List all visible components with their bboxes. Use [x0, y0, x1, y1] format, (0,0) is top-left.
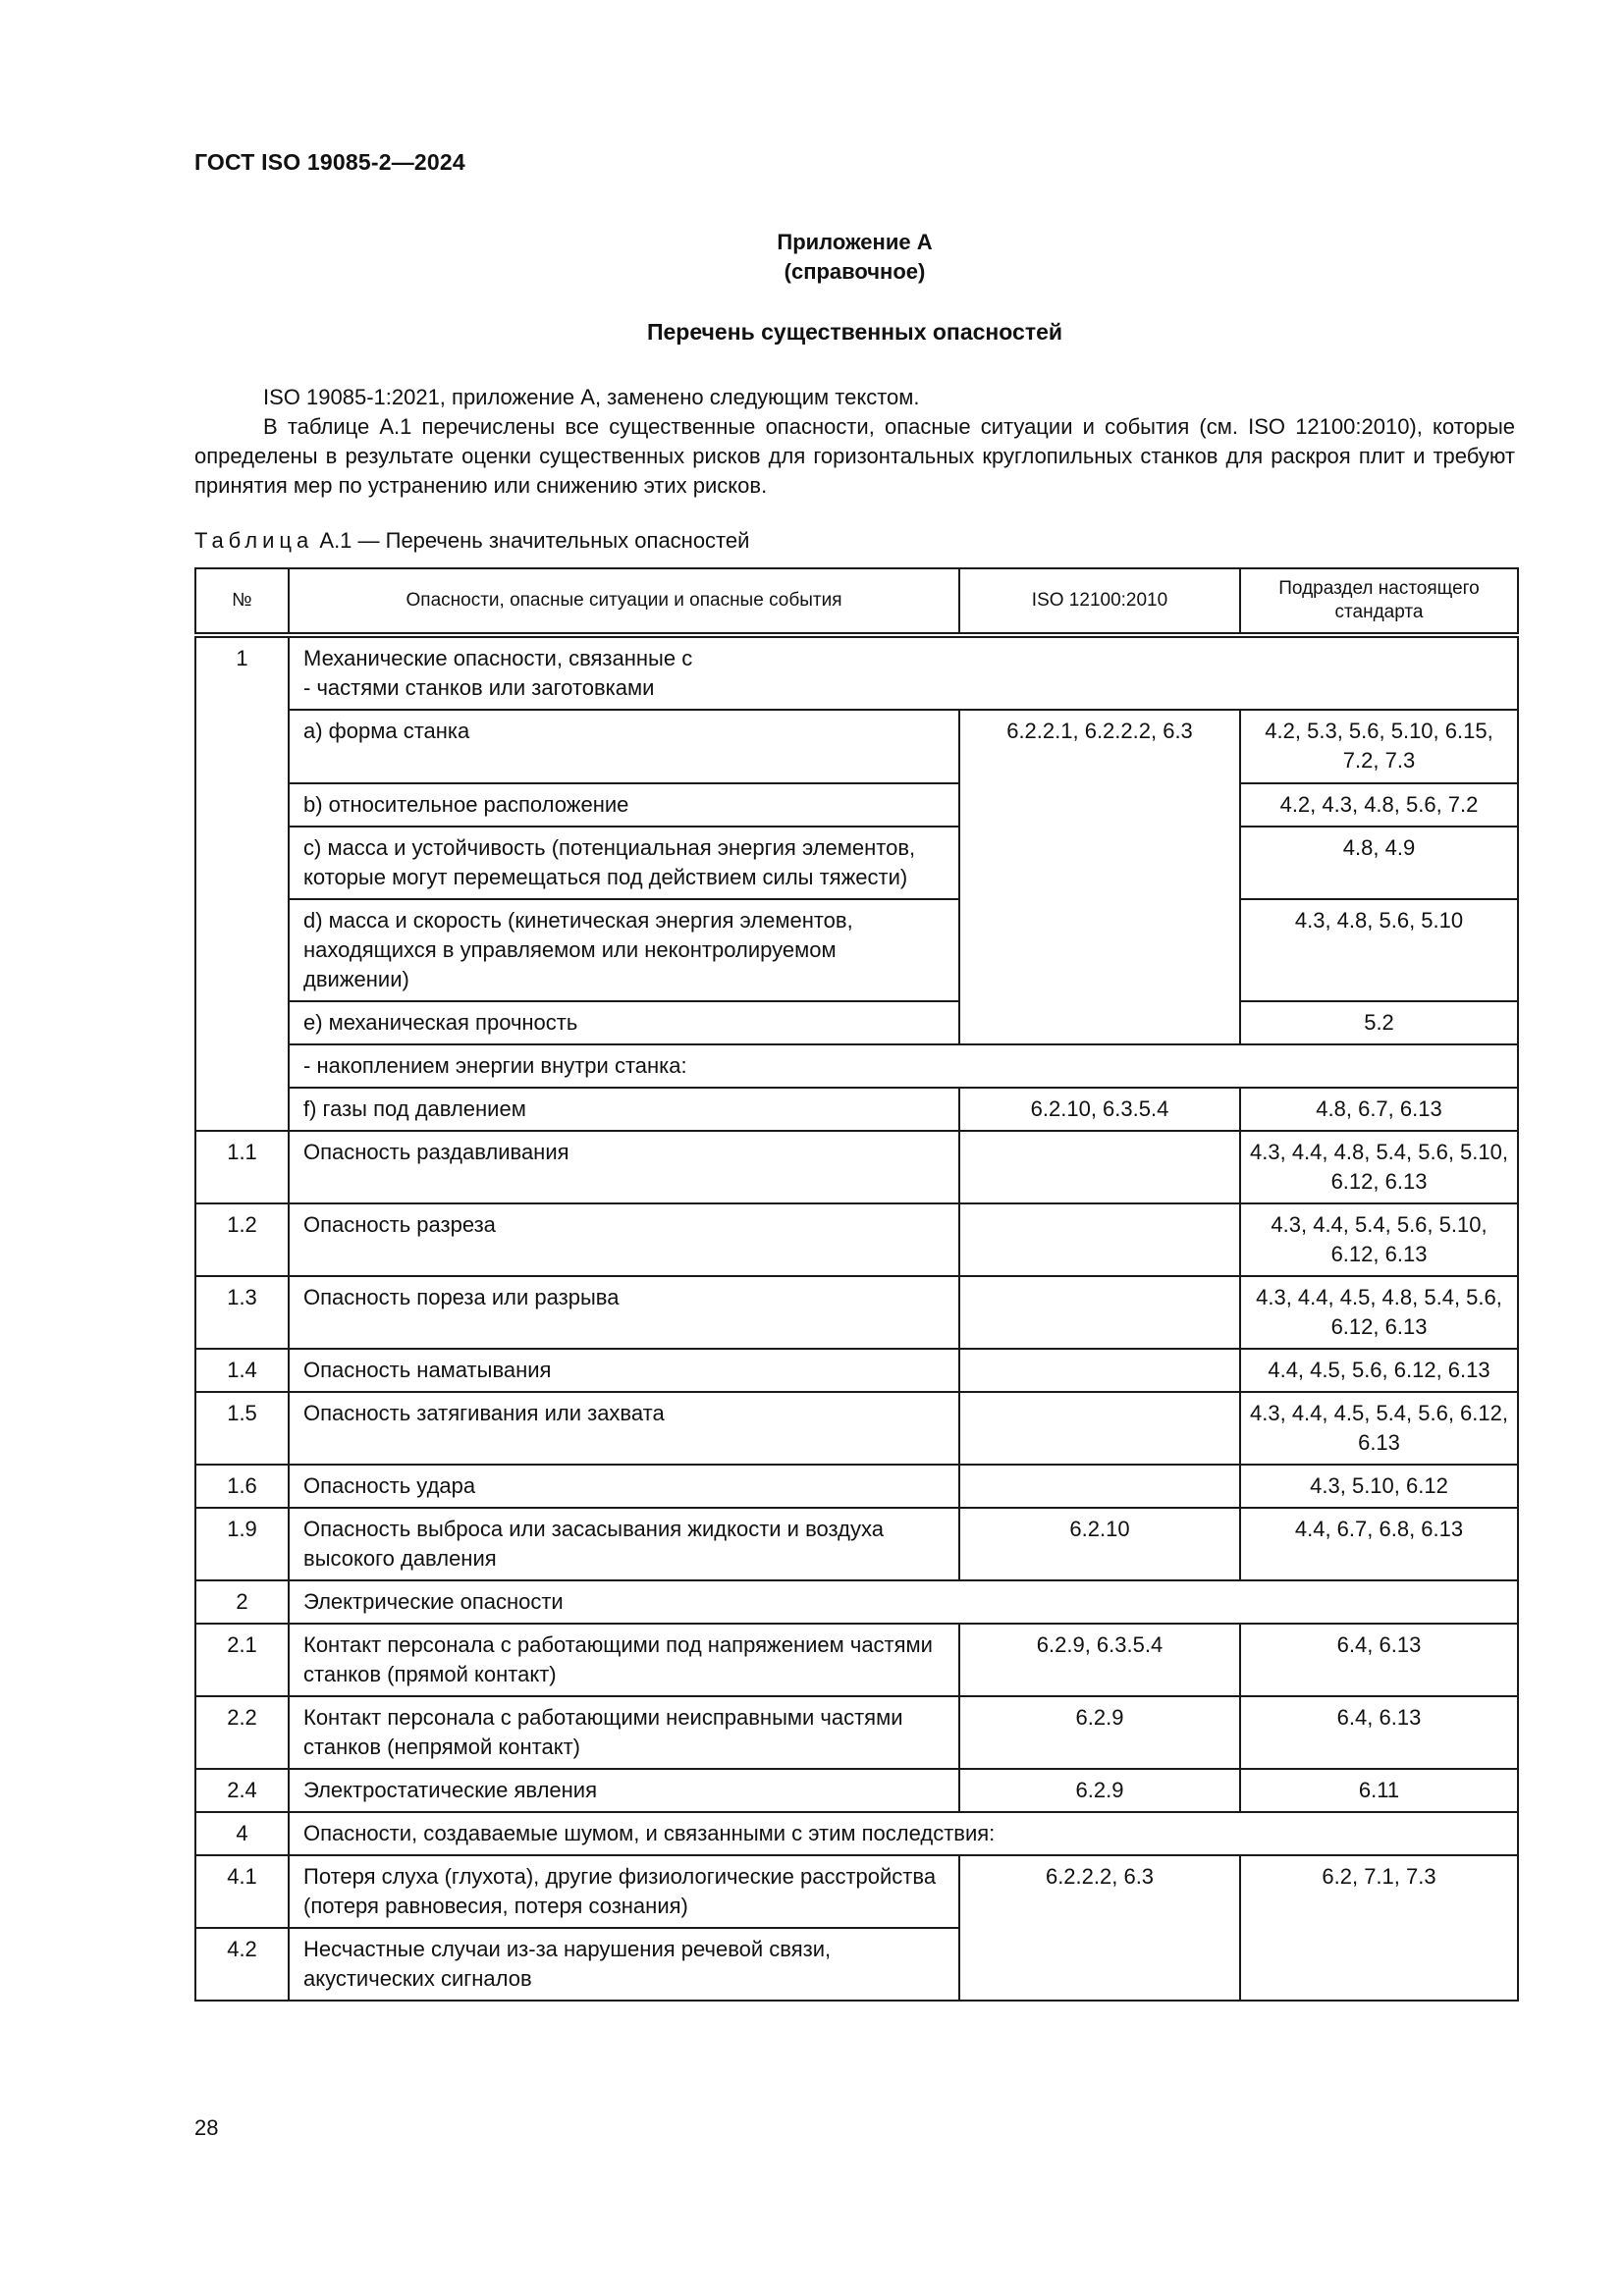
- row-section: 4.8, 6.7, 6.13: [1240, 1088, 1518, 1131]
- standard-code: ГОСТ ISO 19085-2—2024: [194, 149, 465, 175]
- row-section: 4.3, 4.4, 4.8, 5.4, 5.6, 5.10, 6.12, 6.13: [1240, 1131, 1518, 1203]
- row-num: 1.1: [195, 1131, 289, 1203]
- row-hazard: e) механическая прочность: [289, 1001, 959, 1044]
- row-iso: 6.2.10, 6.3.5.4: [959, 1088, 1240, 1131]
- table-row: [195, 1769, 1518, 1812]
- row-iso: [959, 1349, 1240, 1392]
- table-row: [195, 1131, 1518, 1203]
- table-row: [195, 1203, 1518, 1276]
- header-num: №: [195, 568, 289, 635]
- page-number: 28: [194, 2115, 219, 2140]
- intro-paragraph-1: ISO 19085-1:2021, приложение А, заменено следующим текстом.: [263, 385, 920, 409]
- row-section: 4.3, 4.4, 4.5, 5.4, 5.6, 6.12, 6.13: [1240, 1392, 1518, 1465]
- row-section: 5.2: [1240, 1001, 1518, 1044]
- table-caption: [194, 528, 749, 554]
- table-row: [195, 1392, 1518, 1465]
- row-section: 4.3, 4.8, 5.6, 5.10: [1240, 899, 1518, 1001]
- table-row: [195, 1508, 1518, 1580]
- table-row: [195, 827, 1518, 899]
- row-hazard: Опасность наматывания: [289, 1349, 959, 1392]
- row-section: 4.4, 6.7, 6.8, 6.13: [1240, 1508, 1518, 1580]
- row-hazard: Электростатические явления: [289, 1769, 959, 1812]
- row-section: 6.4, 6.13: [1240, 1624, 1518, 1696]
- row-num: 2.4: [195, 1769, 289, 1812]
- row-section: 4.3, 4.4, 5.4, 5.6, 5.10, 6.12, 6.13: [1240, 1203, 1518, 1276]
- row-num: 1.5: [195, 1392, 289, 1465]
- row-iso: 6.2.9, 6.3.5.4: [959, 1624, 1240, 1696]
- row-num: 4.1: [195, 1855, 289, 1928]
- row-hazard: [289, 635, 1518, 710]
- row-iso: [959, 1392, 1240, 1465]
- row-section: 4.2, 4.3, 4.8, 5.6, 7.2: [1240, 783, 1518, 827]
- row-num: 1.4: [195, 1349, 289, 1392]
- row-iso: 6.2.2.2, 6.3: [959, 1855, 1240, 2001]
- row-iso: [959, 1465, 1240, 1508]
- table-row: [195, 1465, 1518, 1508]
- row-hazard: - накоплением энергии внутри станка:: [289, 1044, 1518, 1088]
- row-section: 6.11: [1240, 1769, 1518, 1812]
- table-caption-label: Таблица: [194, 528, 314, 553]
- row-num: 1: [195, 635, 289, 1131]
- intro-paragraph-2: В таблице А.1 перечислены все существенные опасности, опасные ситуации и события (см. ISO 12100:2010), которые определены в результате оценки существенных рисков для горизонтальных круглопильных станков для раскроя плит и требуют принятия мер по устранению или снижению этих рисков.: [194, 414, 1515, 498]
- row-hazard: d) масса и скорость (кинетическая энергия элементов, находящихся в управляемом или неконтролируемом движении): [289, 899, 959, 1001]
- row-section: 4.4, 4.5, 5.6, 6.12, 6.13: [1240, 1349, 1518, 1392]
- table-row: [195, 710, 1518, 783]
- row-hazard: a) форма станка: [289, 710, 959, 783]
- table-row: [195, 783, 1518, 827]
- table-caption-text: А.1 — Перечень значительных опасностей: [319, 528, 750, 553]
- table-row: [195, 1001, 1518, 1044]
- hazard-line: Механические опасности, связанные с: [303, 646, 693, 670]
- row-hazard: Опасность удара: [289, 1465, 959, 1508]
- table-row: [195, 635, 1518, 710]
- row-hazard: Контакт персонала с работающими под напряжением частями станков (прямой контакт): [289, 1624, 959, 1696]
- row-hazard: Опасность раздавливания: [289, 1131, 959, 1203]
- row-hazard: c) масса и устойчивость (потенциальная энергия элементов, которые могут перемещаться под действием силы тяжести): [289, 827, 959, 899]
- row-hazard: Несчастные случаи из-за нарушения речевой связи, акустических сигналов: [289, 1928, 959, 2001]
- row-section: 6.4, 6.13: [1240, 1696, 1518, 1769]
- row-iso: 6.2.9: [959, 1769, 1240, 1812]
- table-row: [195, 1696, 1518, 1769]
- row-section: 4.3, 5.10, 6.12: [1240, 1465, 1518, 1508]
- row-hazard: Опасность затягивания или захвата: [289, 1392, 959, 1465]
- annex-subtitle: (справочное): [784, 259, 926, 284]
- row-hazard: Потеря слуха (глухота), другие физиологические расстройства (потеря равновесия, потеря сознания): [289, 1855, 959, 1928]
- row-num: 4: [195, 1812, 289, 1855]
- table-row: [195, 1044, 1518, 1088]
- row-num: 1.3: [195, 1276, 289, 1349]
- row-num: 1.6: [195, 1465, 289, 1508]
- row-section: 4.2, 5.3, 5.6, 5.10, 6.15, 7.2, 7.3: [1240, 710, 1518, 783]
- row-section: 4.3, 4.4, 4.5, 4.8, 5.4, 5.6, 6.12, 6.13: [1240, 1276, 1518, 1349]
- table-row: [195, 1580, 1518, 1624]
- table-row: [195, 1276, 1518, 1349]
- hazard-line: - частями станков или заготовками: [303, 675, 655, 700]
- table-row: [195, 1349, 1518, 1392]
- row-num: 1.2: [195, 1203, 289, 1276]
- row-hazard: Электрические опасности: [289, 1580, 1518, 1624]
- table-header-row: [195, 568, 1518, 635]
- annex-title: Приложение А: [777, 230, 933, 254]
- intro-text: [194, 383, 1515, 501]
- row-iso: [959, 1276, 1240, 1349]
- section-title: Перечень существенных опасностей: [646, 319, 1063, 345]
- table-row: [195, 1624, 1518, 1696]
- row-hazard: Опасность выброса или засасывания жидкости и воздуха высокого давления: [289, 1508, 959, 1580]
- row-num: 2: [195, 1580, 289, 1624]
- row-hazard: Контакт персонала с работающими неисправными частями станков (непрямой контакт): [289, 1696, 959, 1769]
- row-iso: 6.2.10: [959, 1508, 1240, 1580]
- table-row: [195, 899, 1518, 1001]
- row-hazard: Опасность разреза: [289, 1203, 959, 1276]
- row-num: 2.2: [195, 1696, 289, 1769]
- row-iso: [959, 1131, 1240, 1203]
- header-hazard: Опасности, опасные ситуации и опасные события: [289, 568, 959, 635]
- row-iso: [959, 1203, 1240, 1276]
- row-hazard: b) относительное расположение: [289, 783, 959, 827]
- annex-heading: [194, 228, 1515, 287]
- row-section: 6.2, 7.1, 7.3: [1240, 1855, 1518, 2001]
- row-iso: 6.2.2.1, 6.2.2.2, 6.3: [959, 710, 1240, 1044]
- header-iso: ISO 12100:2010: [959, 568, 1240, 635]
- row-hazard: f) газы под давлением: [289, 1088, 959, 1131]
- row-hazard: Опасность пореза или разрыва: [289, 1276, 959, 1349]
- row-num: 4.2: [195, 1928, 289, 2001]
- row-hazard: Опасности, создаваемые шумом, и связанными с этим последствия:: [289, 1812, 1518, 1855]
- table-row: [195, 1088, 1518, 1131]
- hazards-table: [194, 567, 1519, 2002]
- row-num: 2.1: [195, 1624, 289, 1696]
- header-section: Подраздел настоящего стандарта: [1240, 568, 1518, 635]
- row-num: 1.9: [195, 1508, 289, 1580]
- table-row: [195, 1812, 1518, 1855]
- row-iso: 6.2.9: [959, 1696, 1240, 1769]
- row-section: 4.8, 4.9: [1240, 827, 1518, 899]
- table-row: [195, 1855, 1518, 1928]
